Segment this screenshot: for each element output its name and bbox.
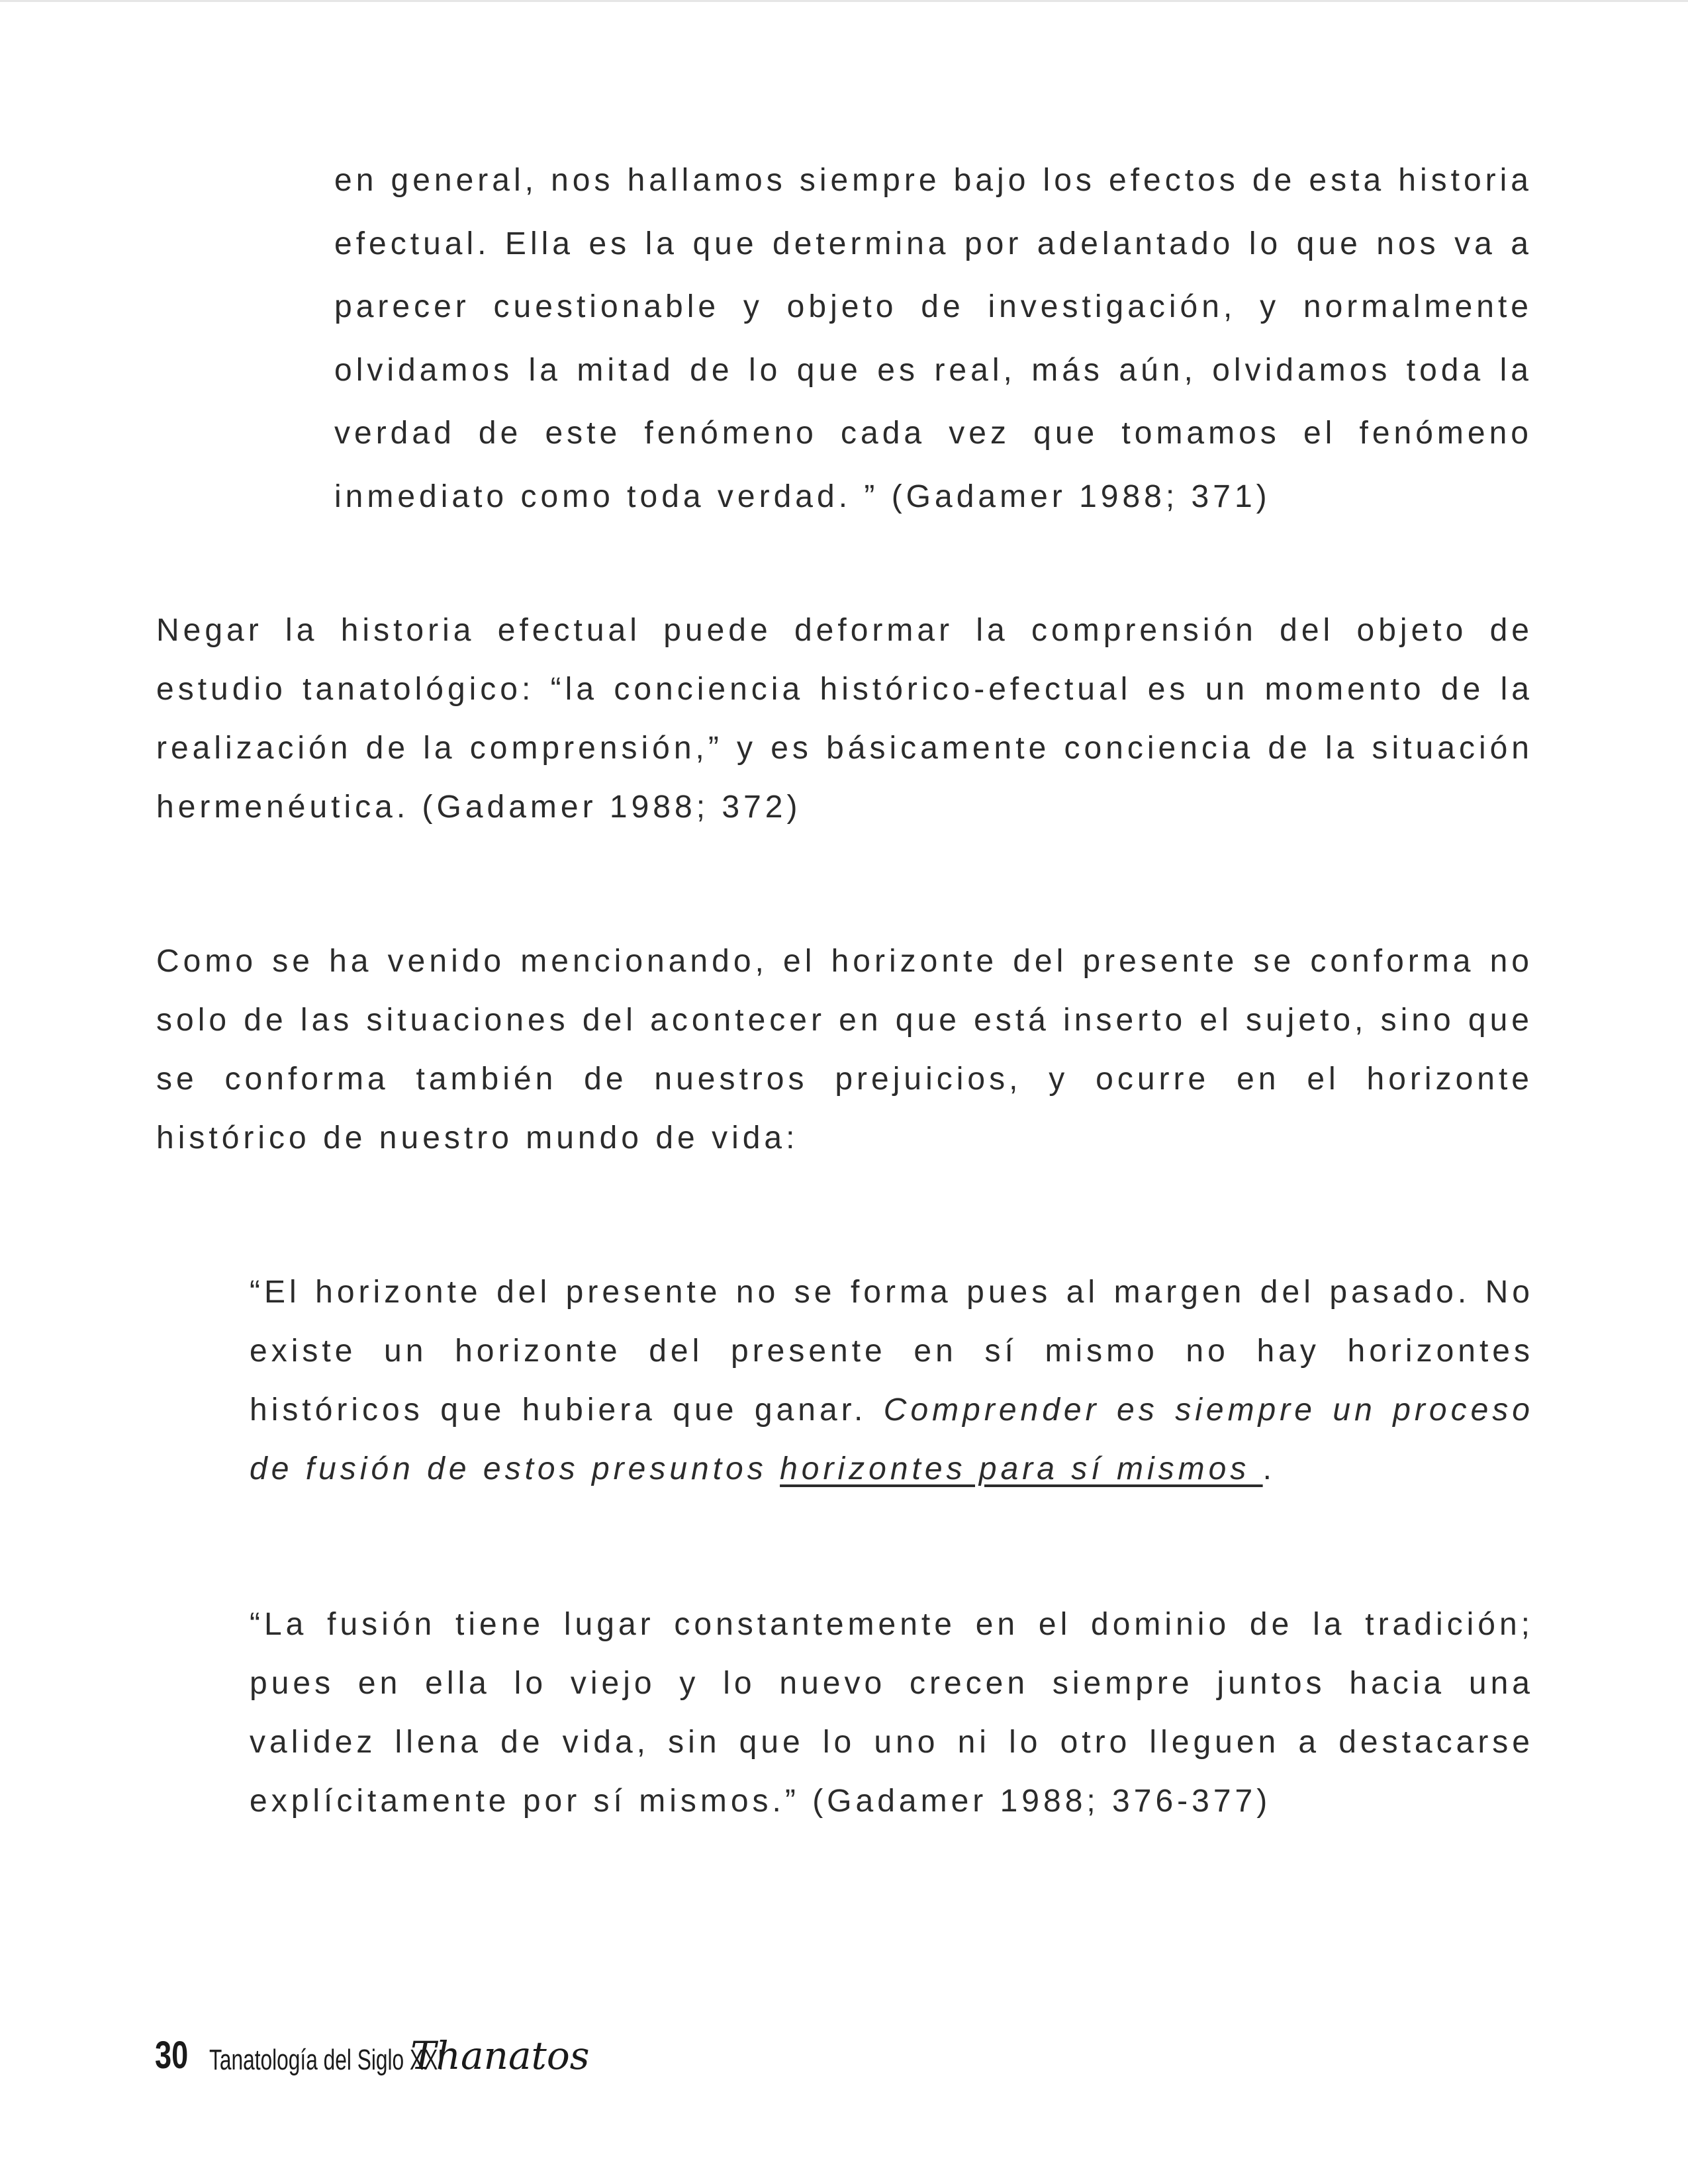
block-quote-gadamer-371 — [334, 149, 1532, 528]
paragraph-text: Negar la historia efectual puede deformar la comprensión del objeto de estudio tanatológico: “la conciencia histórico-efectual es un momento de la realización de la comprensión,” y es básicamente conciencia de la situación hermenéutica. (Gadamer 1988; 372) — [156, 613, 1533, 825]
quote-end-punctuation: . — [1262, 1451, 1276, 1486]
paragraph-text: Como se ha venido mencionando, el horizonte del presente se conforma no solo de las situaciones del acontecer en que está inserto el sujeto, sino que se conforma también de nuestros prejuicios, y ocurre en el horizonte histórico de nuestro mundo de vida: — [156, 944, 1533, 1156]
quote-text: “La fusión tiene lugar constantemente en el dominio de la tradición; pues en ella lo viejo y lo nuevo crecen siempre juntos hacia una validez llena de vida, sin que lo uno ni lo otro lleguen a destacarse explícitamente por sí mismos.” (Gadamer 1988; 376-377) — [250, 1607, 1534, 1819]
journal-name: Tanatología del Siglo XXI — [209, 2044, 444, 2076]
top-rule — [0, 0, 1688, 2]
thanatos-logo: Thanatos — [410, 2033, 590, 2078]
quote-underlined-text: horizontes para sí mismos — [780, 1451, 1263, 1486]
page-number: 30 — [155, 2034, 189, 2077]
paragraph-historia-efectual — [156, 601, 1533, 837]
quote-italic-text: Comprender es siempre un proceso de fusión de estos presuntos — [250, 1392, 1534, 1486]
block-quote-horizonte — [250, 1263, 1534, 1498]
quote-text: en general, nos hallamos siempre bajo los efectos de esta historia efectual. Ella es la que determina por adelantado lo que nos va a parecer cuestionable y objeto de investigación, y normalmente olvidamos la mitad de lo que es real, más aún, olvidamos toda la verdad de este fenómeno cada vez que tomamos el fenómeno inmediato como toda verdad. ” (Gadamer 1988; 371) — [334, 163, 1532, 514]
paragraph-horizonte-presente — [156, 932, 1533, 1167]
page-footer — [155, 2022, 590, 2078]
block-quote-fusion — [250, 1595, 1534, 1831]
quote-text: “El horizonte del presente no se forma pues al margen del pasado. No existe un horizonte del presente en sí mismo no hay horizontes históricos que hubiera que ganar. — [250, 1275, 1534, 1428]
